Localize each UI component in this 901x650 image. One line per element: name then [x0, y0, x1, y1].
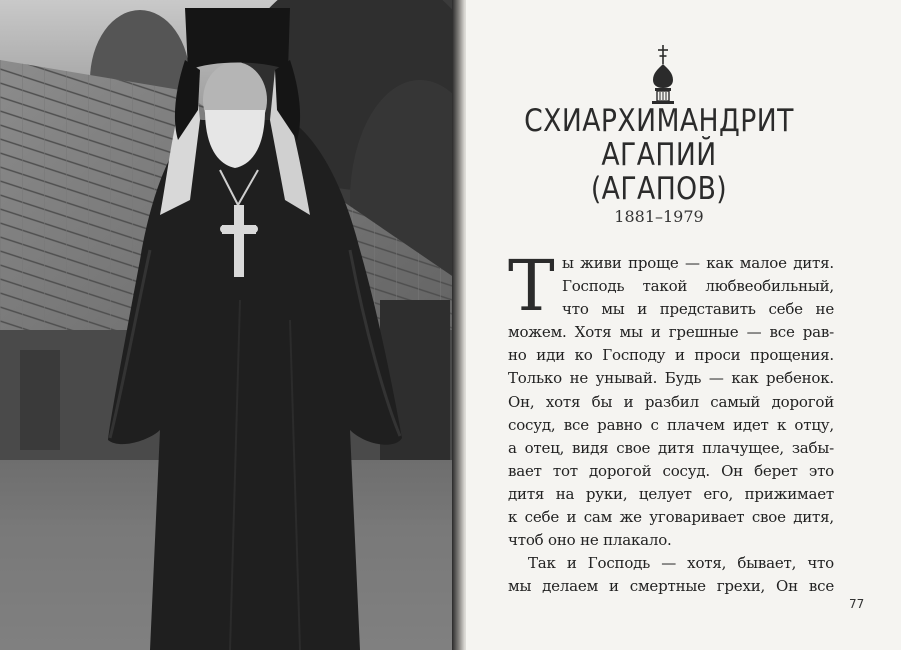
text-line: вает тот дорогой сосуд. Он берет это [508, 461, 834, 480]
body-text [508, 245, 834, 598]
page-number: 77 [849, 597, 865, 611]
text-line: можем. Хотя мы и грешные — все рав- [508, 323, 834, 342]
text-line: Он, хотя бы и разбил самый дорогой [508, 392, 834, 411]
text-line: к себе и сам же уговаривает свое дитя, [508, 508, 834, 527]
church-dome-cross-icon [648, 44, 678, 108]
title-line: (АГАПОВ) [590, 171, 728, 207]
text-line: а отец, видя свое дитя плачущее, забы- [508, 438, 834, 457]
text-line: сосуд, все равно с плачем идет к отцу, [508, 415, 834, 434]
text-line: Господь такой любвеобильный, [562, 277, 834, 296]
text-line: что мы и представить себе не [562, 300, 834, 319]
chapter-title [510, 104, 808, 206]
title-line: АГАПИЙ [601, 137, 717, 173]
text-line: чтоб оно не плакало. [508, 531, 672, 550]
text-line: но иди ко Господу и проси прощения. [508, 346, 834, 365]
text-line: ы живи проще — как малое дитя. [562, 254, 834, 272]
text-line: дитя на руки, целует его, прижимает [508, 484, 834, 503]
title-line: СХИАРХИМАНДРИТ [524, 103, 794, 139]
text-line: Только не унывай. Будь — как ребенок. [508, 369, 834, 388]
text-line: мы делаем и смертные грехи, Он все [508, 577, 834, 596]
life-years: 1881–1979 [614, 207, 704, 226]
drop-cap: Т [508, 245, 555, 327]
text-line: Так и Господь — хотя, бывает, что [528, 554, 834, 573]
text-page [466, 0, 901, 650]
